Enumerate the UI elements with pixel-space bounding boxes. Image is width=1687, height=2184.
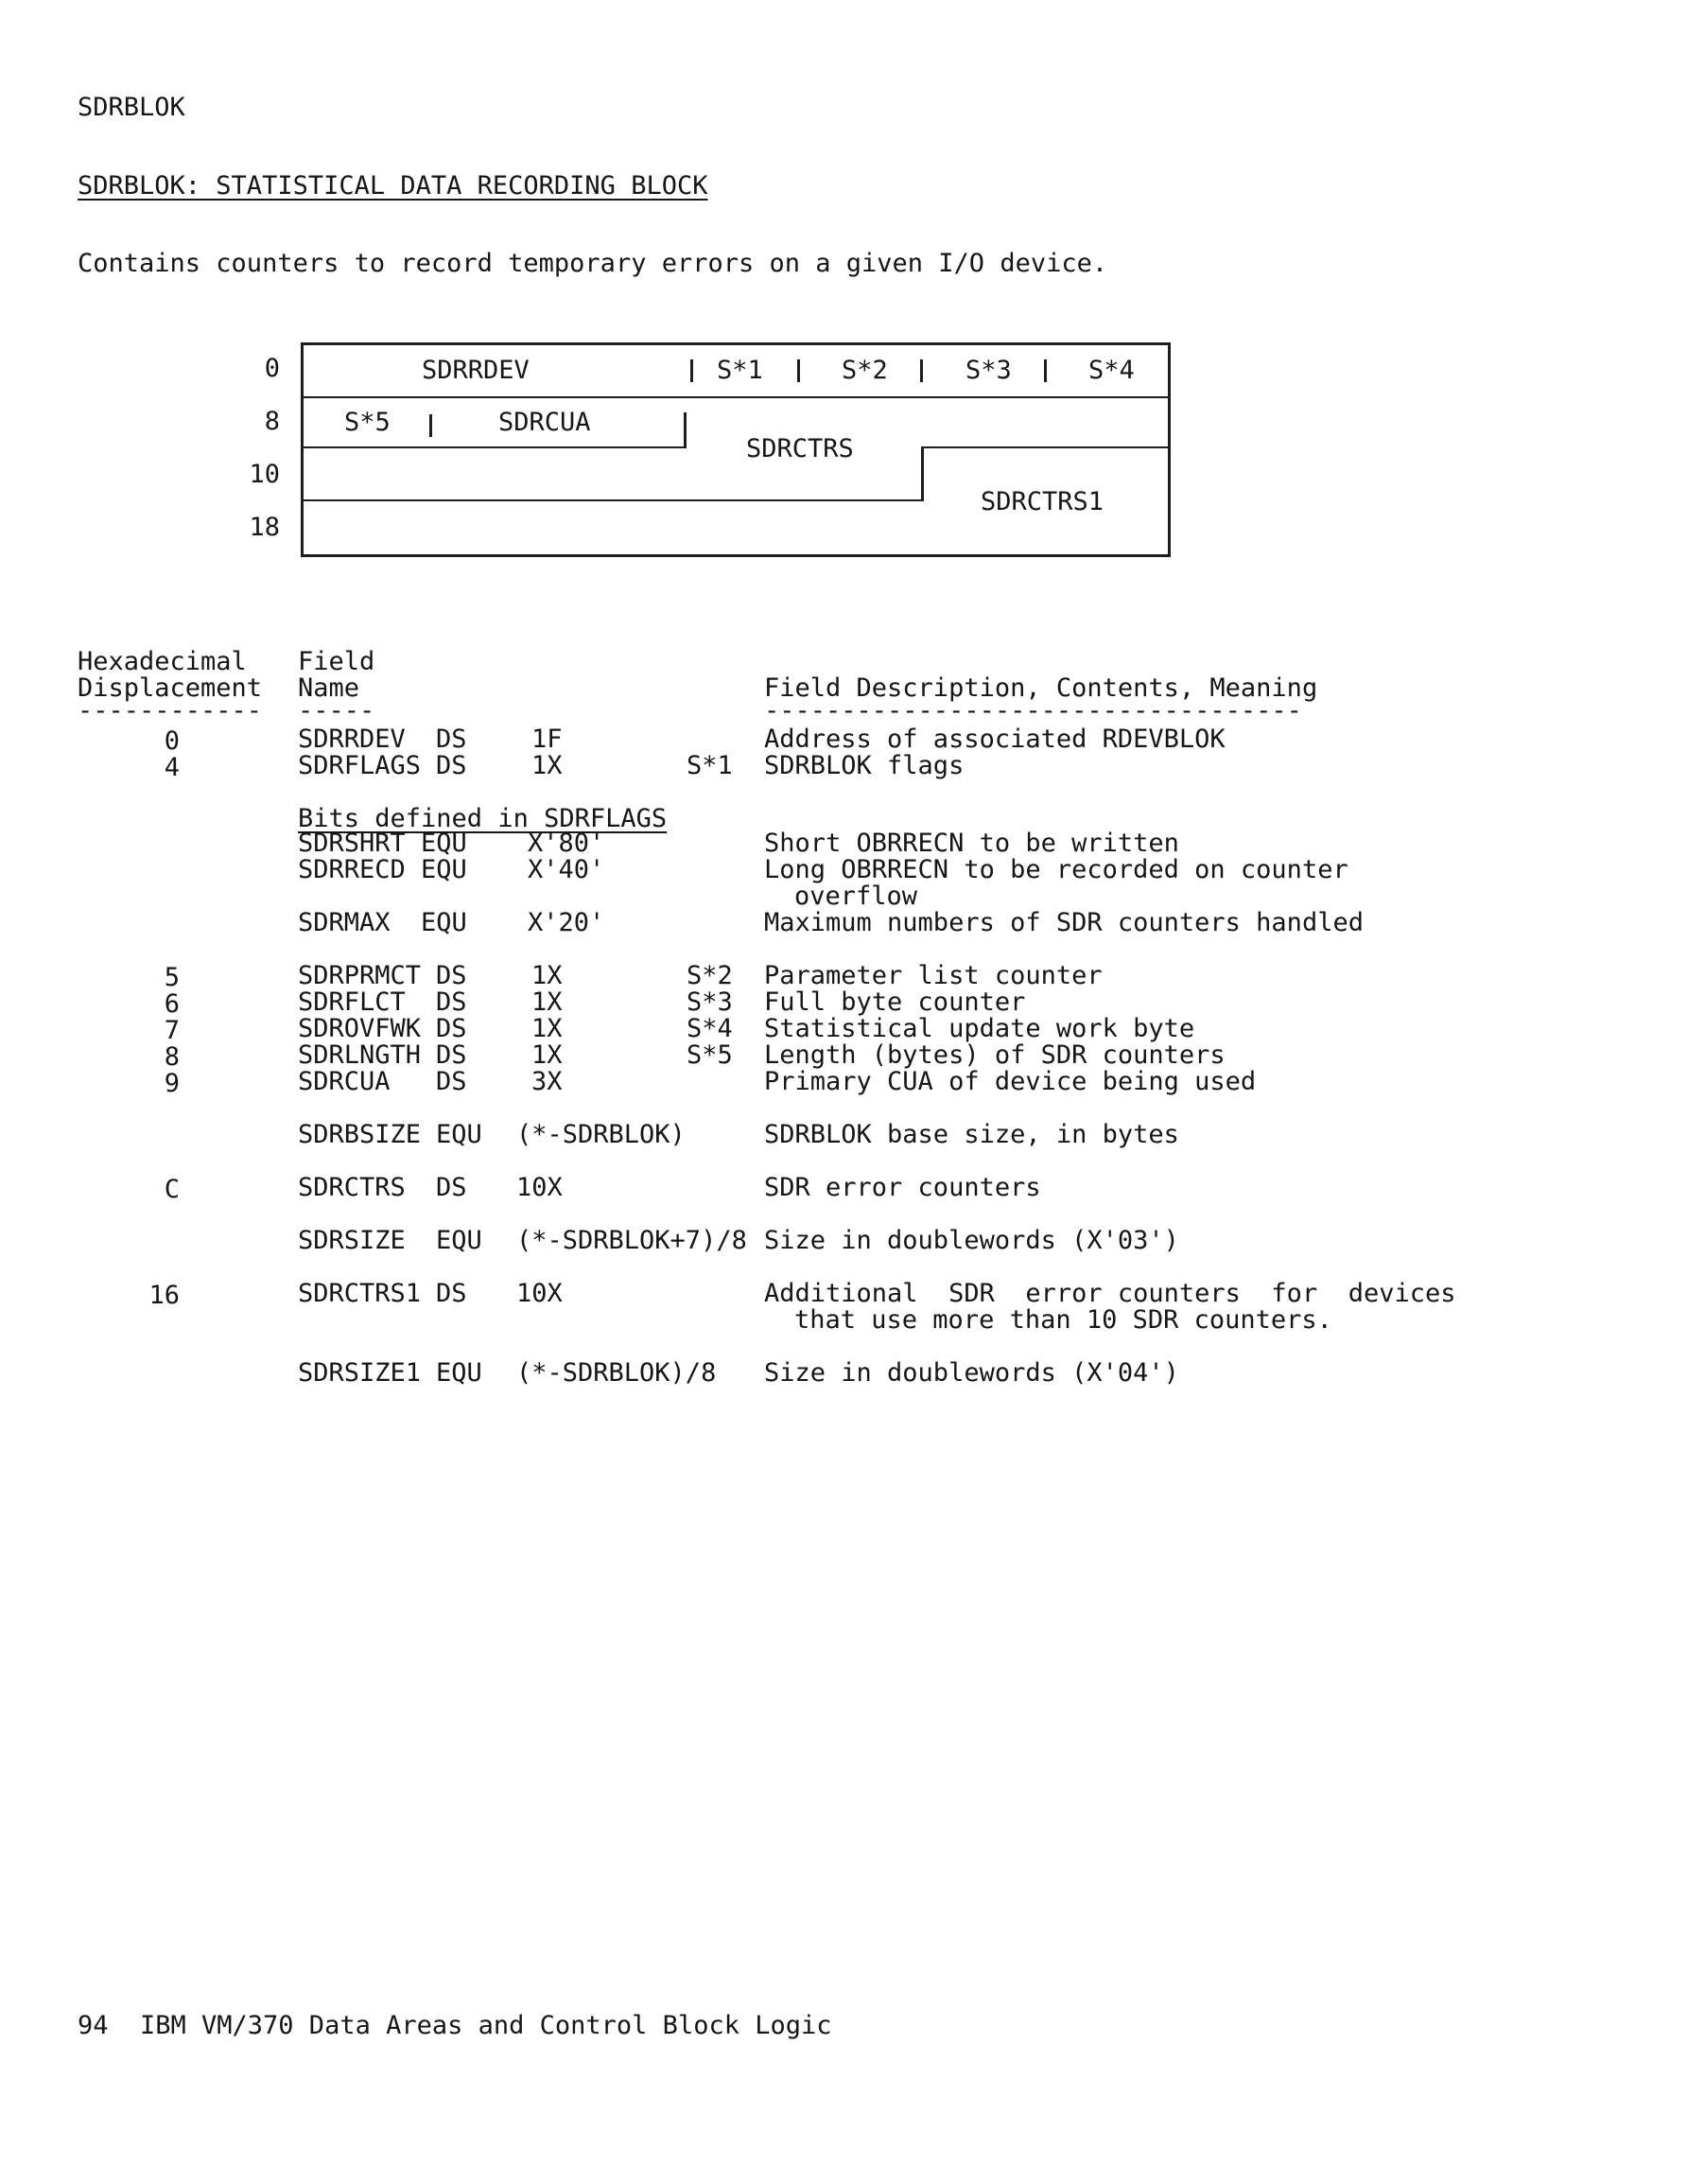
row-description: SDR error counters <box>764 1173 1041 1202</box>
row-diagram-tag: S*2 <box>687 961 733 990</box>
row-description: Additional SDR error counters for devices <box>764 1279 1456 1308</box>
row-value: 1F <box>531 725 563 754</box>
row-description: Primary CUA of device being used <box>764 1067 1257 1096</box>
row-value: 3X <box>531 1067 563 1096</box>
offset-label: 10 <box>249 460 280 489</box>
row-displacement: 6 <box>164 989 180 1019</box>
row-field-name: SDRCTRS1 <box>298 1279 422 1308</box>
row-description: Address of associated RDEVBLOK <box>764 725 1226 754</box>
diagram-field-s1: S*1 <box>717 356 763 385</box>
row-displacement: 4 <box>164 753 180 782</box>
diagram-field-sdrrdev: SDRRDEV <box>422 356 530 385</box>
diagram-frame-bottom <box>301 554 1171 557</box>
row-type: DS <box>436 1173 467 1202</box>
diagram-divider <box>797 359 800 382</box>
row-value: (*-SDRBLOK+7)/8 <box>516 1226 747 1255</box>
diagram-frame-right <box>1168 342 1171 557</box>
diagram-field-s2: S*2 <box>842 356 888 385</box>
row-field-name: SDRSIZE1 <box>298 1358 422 1388</box>
row-type: DS <box>436 961 467 990</box>
row-field-name: SDRBSIZE <box>298 1120 422 1149</box>
row-value: X'40' <box>528 855 605 884</box>
row-type: DS <box>436 751 467 780</box>
row-field-name: SDRSHRT <box>298 829 406 858</box>
diagram-field-sdrctrs1: SDRCTRS1 <box>981 487 1104 516</box>
row-type: EQU <box>436 1358 482 1388</box>
header-name-line1: Field <box>298 647 375 676</box>
row-value: 1X <box>531 961 563 990</box>
row-diagram-tag: S*4 <box>687 1014 733 1043</box>
row-type: EQU <box>436 1120 482 1149</box>
diagram-row-line <box>301 499 924 501</box>
offset-label: 8 <box>264 407 280 436</box>
offset-label: 18 <box>249 513 280 542</box>
row-field-name: SDRRDEV <box>298 725 406 754</box>
header-name-line2: Name <box>298 673 360 703</box>
row-field-name: SDROVFWK <box>298 1014 422 1043</box>
diagram-frame-top <box>301 342 1171 345</box>
row-type: DS <box>436 1279 467 1308</box>
page-title: SDRBLOK: STATISTICAL DATA RECORDING BLOCK <box>78 171 708 201</box>
row-description-cont: overflow <box>794 882 918 911</box>
row-description: Length (bytes) of SDR counters <box>764 1040 1226 1070</box>
row-type: EQU <box>436 1226 482 1255</box>
row-value: 10X <box>516 1173 563 1202</box>
row-field-name: SDRRECD <box>298 855 406 884</box>
row-field-name: SDRMAX <box>298 908 391 937</box>
diagram-divider <box>684 412 687 448</box>
book-title: IBM VM/370 Data Areas and Control Block Logic <box>140 2011 832 2040</box>
row-value: 1X <box>531 1040 563 1070</box>
diagram-row-line <box>301 446 687 448</box>
row-description: Statistical update work byte <box>764 1014 1195 1043</box>
diagram-divider <box>921 446 924 501</box>
row-displacement: 8 <box>164 1042 180 1072</box>
row-description: SDRBLOK base size, in bytes <box>764 1120 1179 1149</box>
row-description: Size in doublewords (X'04') <box>764 1358 1179 1388</box>
row-description: Size in doublewords (X'03') <box>764 1226 1179 1255</box>
diagram-field-sdrcua: SDRCUA <box>498 408 591 437</box>
diagram-divider <box>690 359 693 382</box>
diagram-row-line <box>301 396 1171 398</box>
row-value: 10X <box>516 1279 563 1308</box>
diagram-field-sdrctrs: SDRCTRS <box>746 434 854 463</box>
row-field-name: SDRLNGTH <box>298 1040 422 1070</box>
row-displacement: C <box>164 1175 180 1204</box>
row-type: DS <box>436 987 467 1017</box>
row-value: (*-SDRBLOK)/8 <box>516 1358 717 1388</box>
row-displacement: 0 <box>164 726 180 756</box>
row-description: Parameter list counter <box>764 961 1103 990</box>
row-value: X'80' <box>528 829 605 858</box>
intro-text: Contains counters to record temporary errors on a given I/O device. <box>78 249 1108 278</box>
row-description: Long OBRRECN to be recorded on counter <box>764 855 1348 884</box>
row-type: DS <box>436 725 467 754</box>
header-rule: ----- <box>298 696 375 725</box>
row-value: 1X <box>531 1014 563 1043</box>
row-field-name: SDRFLCT <box>298 987 406 1017</box>
row-type: EQU <box>421 829 467 858</box>
header-desc: Field Description, Contents, Meaning <box>764 673 1318 703</box>
diagram-field-s5: S*5 <box>344 408 391 437</box>
row-type: EQU <box>421 855 467 884</box>
header-rule: ------------ <box>78 696 263 725</box>
row-diagram-tag: S*5 <box>687 1040 733 1070</box>
diagram-divider <box>1044 359 1047 382</box>
row-field-name: SDRPRMCT <box>298 961 422 990</box>
row-description-cont: that use more than 10 SDR counters. <box>794 1305 1332 1335</box>
diagram-divider <box>429 414 432 437</box>
row-value: X'20' <box>528 908 605 937</box>
row-diagram-tag: S*3 <box>687 987 733 1017</box>
row-description: Short OBRRECN to be written <box>764 829 1179 858</box>
header-disp-line1: Hexadecimal <box>78 647 247 676</box>
row-description: Maximum numbers of SDR counters handled <box>764 908 1364 937</box>
row-description: SDRBLOK flags <box>764 751 965 780</box>
row-value: 1X <box>531 987 563 1017</box>
diagram-field-s4: S*4 <box>1088 356 1135 385</box>
row-field-name: SDRFLAGS <box>298 751 422 780</box>
row-displacement: 16 <box>148 1281 180 1310</box>
row-displacement: 5 <box>164 963 180 992</box>
page-number: 94 <box>78 2011 109 2040</box>
row-value: 1X <box>531 751 563 780</box>
running-head: SDRBLOK <box>78 93 185 122</box>
diagram-field-s3: S*3 <box>965 356 1012 385</box>
row-diagram-tag: S*1 <box>687 751 733 780</box>
diagram-frame-left <box>301 342 304 557</box>
row-field-name: SDRSIZE <box>298 1226 406 1255</box>
row-displacement: 7 <box>164 1016 180 1045</box>
diagram-row-line <box>921 446 1171 448</box>
row-type: DS <box>436 1067 467 1096</box>
offset-label: 0 <box>264 354 280 383</box>
row-type: EQU <box>421 908 467 937</box>
row-type: DS <box>436 1014 467 1043</box>
row-field-name: SDRCUA <box>298 1067 391 1096</box>
row-field-name: SDRCTRS <box>298 1173 406 1202</box>
row-description: Full byte counter <box>764 987 1026 1017</box>
bits-heading: Bits defined in SDRFLAGS <box>298 804 668 833</box>
row-value: (*-SDRBLOK) <box>516 1120 686 1149</box>
header-disp-line2: Displacement <box>78 673 263 703</box>
row-displacement: 9 <box>164 1069 180 1098</box>
header-rule: ----------------------------------- <box>764 696 1302 725</box>
row-type: DS <box>436 1040 467 1070</box>
diagram-divider <box>920 359 923 382</box>
